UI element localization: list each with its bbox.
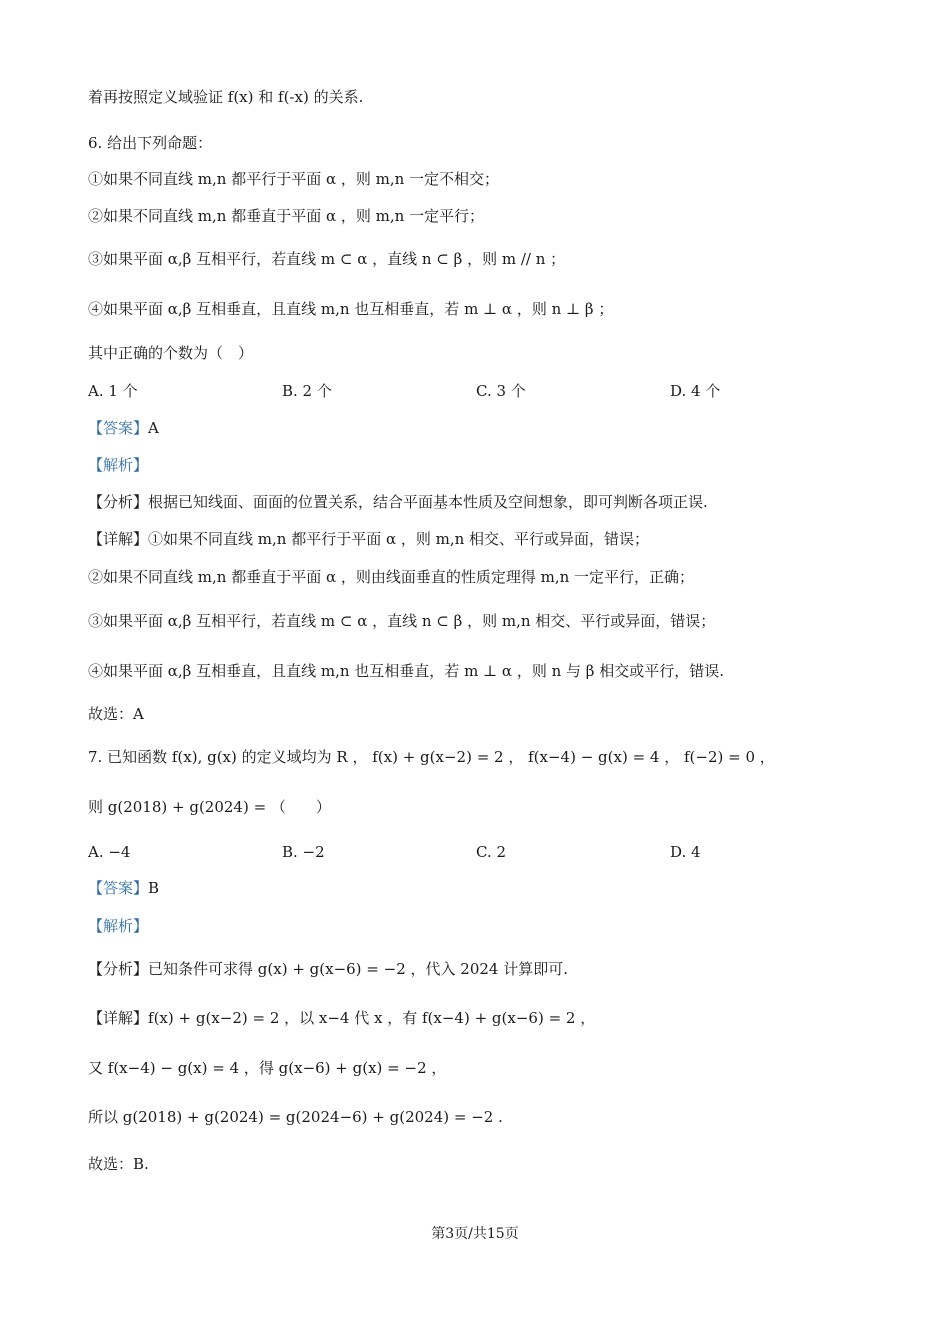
q6-analysis-tag: 【解析】 [88,456,149,474]
q6-fenxi [88,491,708,513]
intro-line: 着再按照定义域验证 f(x) 和 f(-x) 的关系. [88,88,364,106]
q7-analysis-tag: 【解析】 [88,917,149,935]
q7-analysis [88,915,148,937]
q6-choose: 故选：A [88,705,144,723]
q7-answer [88,877,159,899]
q7-answer-value: B [148,879,160,897]
q7-detail-3: 所以 g(2018) + g(2024) = g(2024−6) + g(2024) = −2 . [88,1108,503,1126]
q6-option-d: D. 4 个 [670,382,721,400]
q7-option-d: D. 4 [670,843,701,861]
q6-proposition-3: ③如果平面 α,β 互相平行，若直线 m ⊂ α ，直线 n ⊂ β ，则 m // n ； [88,250,566,268]
q6-detail-2: ②如果不同直线 m,n 都垂直于平面 α ，则由线面垂直的性质定理得 m,n 一定平行，正确； [88,568,695,586]
q6-option-c: C. 3 个 [476,382,526,400]
q6-proposition-2: ②如果不同直线 m,n 都垂直于平面 α ，则 m,n 一定平行； [88,207,485,225]
q6-option-a: A. 1 个 [88,382,138,400]
q7-detail-1-text: f(x) + g(x−2) = 2 ，以 x−4 代 x ，有 f(x−4) + g(x−6) = 2 ， [148,1009,596,1027]
q6-fenxi-text: 根据已知线面、面面的位置关系，结合平面基本性质及空间想象，即可判断各项正误. [148,493,708,511]
q7-answer-tag: 【答案】 [88,879,149,897]
q6-fenxi-tag: 【分析】 [88,493,149,511]
q7-stem-2: 则 g(2018) + g(2024) = （ ） [88,798,331,816]
q6-answer-tag: 【答案】 [88,419,149,437]
q7-fenxi-text: 已知条件可求得 g(x) + g(x−6) = −2 ，代入 2024 计算即可. [148,960,568,978]
q7-choose: 故选：B. [88,1155,149,1173]
q7-detail-1 [88,1007,595,1029]
q7-fenxi-tag: 【分析】 [88,960,149,978]
page-footer: 第3页/共15页 [431,1226,519,1242]
q6-answer [88,417,159,439]
q6-analysis [88,454,148,476]
q7-option-c: C. 2 [476,843,507,861]
q6-detail-1 [88,528,649,550]
q7-option-a: A. −4 [88,843,131,861]
q7-fenxi [88,958,568,980]
q7-option-b: B. −2 [282,843,325,861]
q6-detail-1-text: ①如果不同直线 m,n 都平行于平面 α ，则 m,n 相交、平行或异面，错误； [148,530,650,548]
q6-stem: 6. 给出下列命题： [88,134,213,152]
q6-option-b: B. 2 个 [282,382,332,400]
q6-question: 其中正确的个数为（ ） [88,344,254,362]
q6-detail-3: ③如果平面 α,β 互相平行，若直线 m ⊂ α ，直线 n ⊂ β ，则 m,n 相交、平行或异面，错误； [88,612,716,630]
q7-detail-2: 又 f(x−4) − g(x) = 4 ，得 g(x−6) + g(x) = −2 ， [88,1059,447,1077]
q6-answer-value: A [148,419,159,437]
q6-proposition-1: ①如果不同直线 m,n 都平行于平面 α ，则 m,n 一定不相交； [88,170,500,188]
q6-proposition-4: ④如果平面 α,β 互相垂直，且直线 m,n 也互相垂直，若 m ⊥ α ，则 n ⊥ β ； [88,300,614,318]
q6-xiangjie-tag: 【详解】 [88,530,149,548]
q6-detail-4: ④如果平面 α,β 互相垂直，且直线 m,n 也互相垂直，若 m ⊥ α ，则 n 与 β 相交或平行，错误. [88,662,725,680]
q7-xiangjie-tag: 【详解】 [88,1009,149,1027]
q7-stem: 7. 已知函数 f(x), g(x) 的定义域均为 R ， f(x) + g(x−2) = 2 ， f(x−4) − g(x) = 4 ， f(−2) = 0 ， [88,748,775,766]
